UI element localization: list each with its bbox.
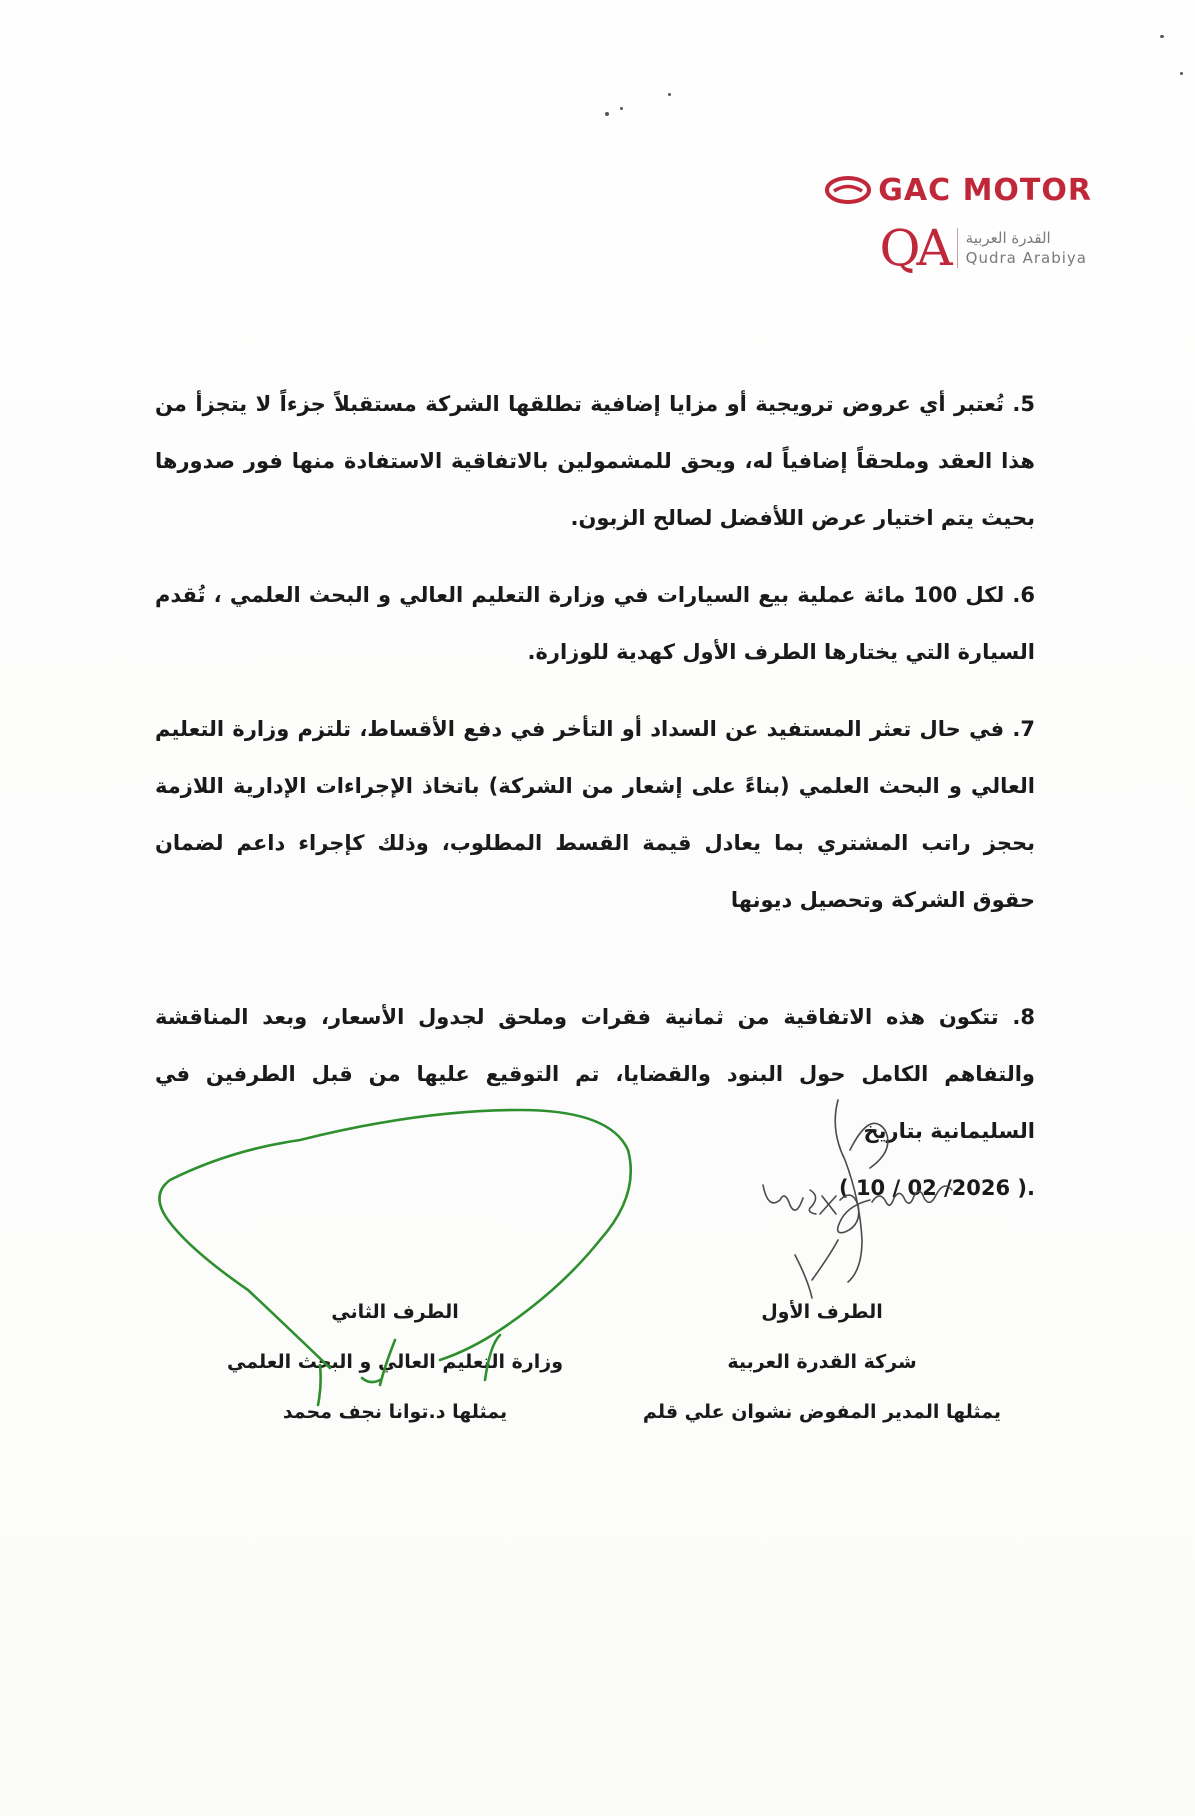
gac-emblem-icon [824,174,872,206]
second-party-representative: يمثلها د.توانا نجف محمد [282,1401,508,1423]
second-party-entity: وزارة التعليم العالي و البحث العلمي [227,1351,563,1373]
clause-8: 8. تتكون هذه الاتفاقية من ثمانية فقرات وملحق لجدول الأسعار، وبعد المناقشة والتفاهم الكامل حول البنود والقضايا، تم التوقيع عليها من قبل الطرفين في السليمانية بتاريخ [155,1005,1035,1143]
first-party-block [632,1287,1012,1437]
gac-motor-logo [824,170,1092,210]
second-party-title: الطرف الثاني [331,1301,459,1323]
company-name-arabic: القدرة العربية [965,229,1051,247]
clause-5: 5. تُعتبر أي عروض ترويجية أو مزايا إضافية تطلقها الشركة مستقبلاً جزءاً لا يتجزأ من هذا العقد وملحقاً إضافياً له، ويحق للمشمولين بالاتفاقية الاستفادة منها فور صدورها بحيث يتم اختيار عرض اللأفضل لصالح الزبون. [155,392,1035,530]
company-name-block [966,228,1087,268]
scan-speck [668,93,671,96]
scan-speck [620,107,623,110]
qudra-arabiya-logo [880,218,1087,278]
company-mark: QA [879,219,949,277]
clause-6: 6. لكل 100 مائة عملية بيع السيارات في وزارة التعليم العالي و البحث العلمي ، تُقدم السيارة التي يختارها الطرف الأول كهدية للوزارة. [155,583,1035,664]
second-party-block [195,1287,595,1437]
signing-date: ( 10 / 02 /2026 ). [839,1176,1035,1200]
scan-speck [605,112,609,116]
company-name-english: Qudra Arabiya [965,249,1087,267]
scan-speck [1160,35,1164,38]
first-party-entity: شركة القدرة العربية [727,1351,917,1373]
contract-body [155,376,1035,1217]
first-party-title: الطرف الأول [761,1301,883,1323]
brand-name: GAC MOTOR [878,172,1092,208]
first-party-representative: يمثلها المدير المفوض نشوان علي قلم [642,1401,1002,1423]
clause-7: 7. في حال تعثر المستفيد عن السداد أو التأخر في دفع الأقساط، تلتزم وزارة التعليم العالي و البحث العلمي (بناءً على إشعار من الشركة) باتخاذ الإجراءات الإدارية اللازمة بحجز راتب المشتري بما يعادل قيمة القسط المطلوب، وذلك كإجراء داعم لضمان حقوق الشركة وتحصيل ديونها [155,717,1035,912]
logo-divider [957,228,958,268]
scan-speck [1180,72,1183,75]
